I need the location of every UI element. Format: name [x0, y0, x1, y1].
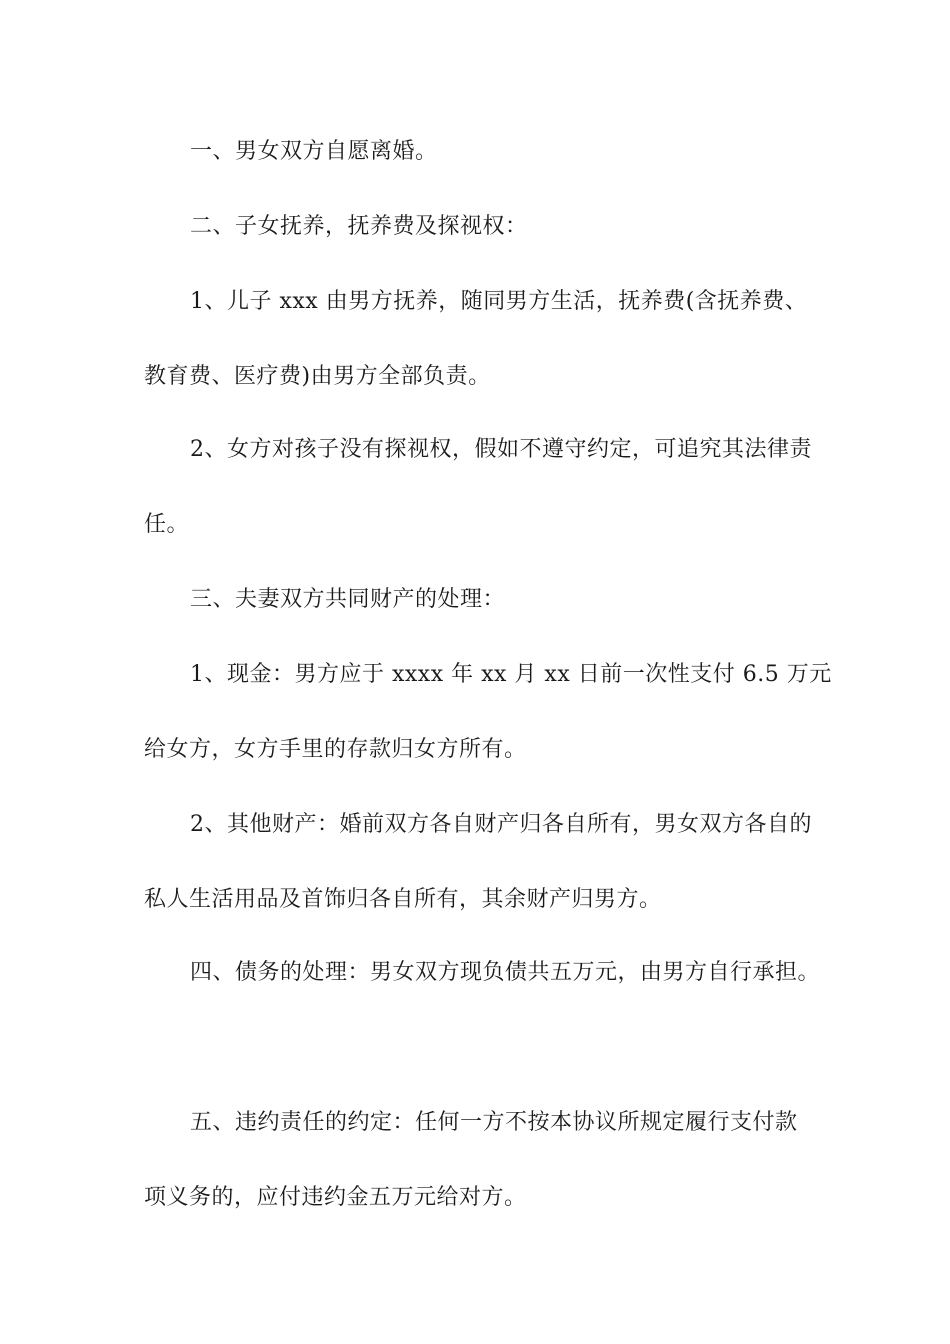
- clause-4-text: 四、债务的处理：男女双方现负债共五万元，由男方自行承担。: [190, 960, 821, 985]
- clause-1-heading: 一、男女双方自愿离婚。: [190, 139, 438, 164]
- clause-2-item-1-line-2: 教育费、医疗费)由男方全部负责。: [144, 364, 491, 389]
- clause-3-item-1-line-2: 给女方，女方手里的存款归女方所有。: [144, 737, 527, 762]
- clause-3-item-2-line-2: 私人生活用品及首饰归各自所有，其余财产归男方。: [144, 887, 662, 912]
- clause-5-line-2: 项义务的，应付违约金五万元给对方。: [144, 1185, 527, 1210]
- clause-3-item-1-line-1: 1、现金：男方应于 xxxx 年 xx 月 xx 日前一次性支付 6.5 万元: [190, 662, 832, 687]
- clause-3-heading: 三、夫妻双方共同财产的处理：: [190, 587, 506, 612]
- clause-2-item-2-line-1: 2、女方对孩子没有探视权，假如不遵守约定，可追究其法律责: [190, 437, 812, 462]
- clause-2-heading: 二、子女抚养，抚养费及探视权：: [190, 214, 528, 239]
- clause-3-item-2-line-1: 2、其他财产：婚前双方各自财产归各自所有，男女双方各自的: [190, 812, 812, 837]
- clause-2-item-2-line-2: 任。: [144, 512, 190, 537]
- clause-2-item-1-line-1: 1、儿子 xxx 由男方抚养，随同男方生活，抚养费(含抚养费、: [190, 289, 808, 314]
- clause-5-line-1: 五、违约责任的约定：任何一方不按本协议所规定履行支付款: [190, 1110, 798, 1135]
